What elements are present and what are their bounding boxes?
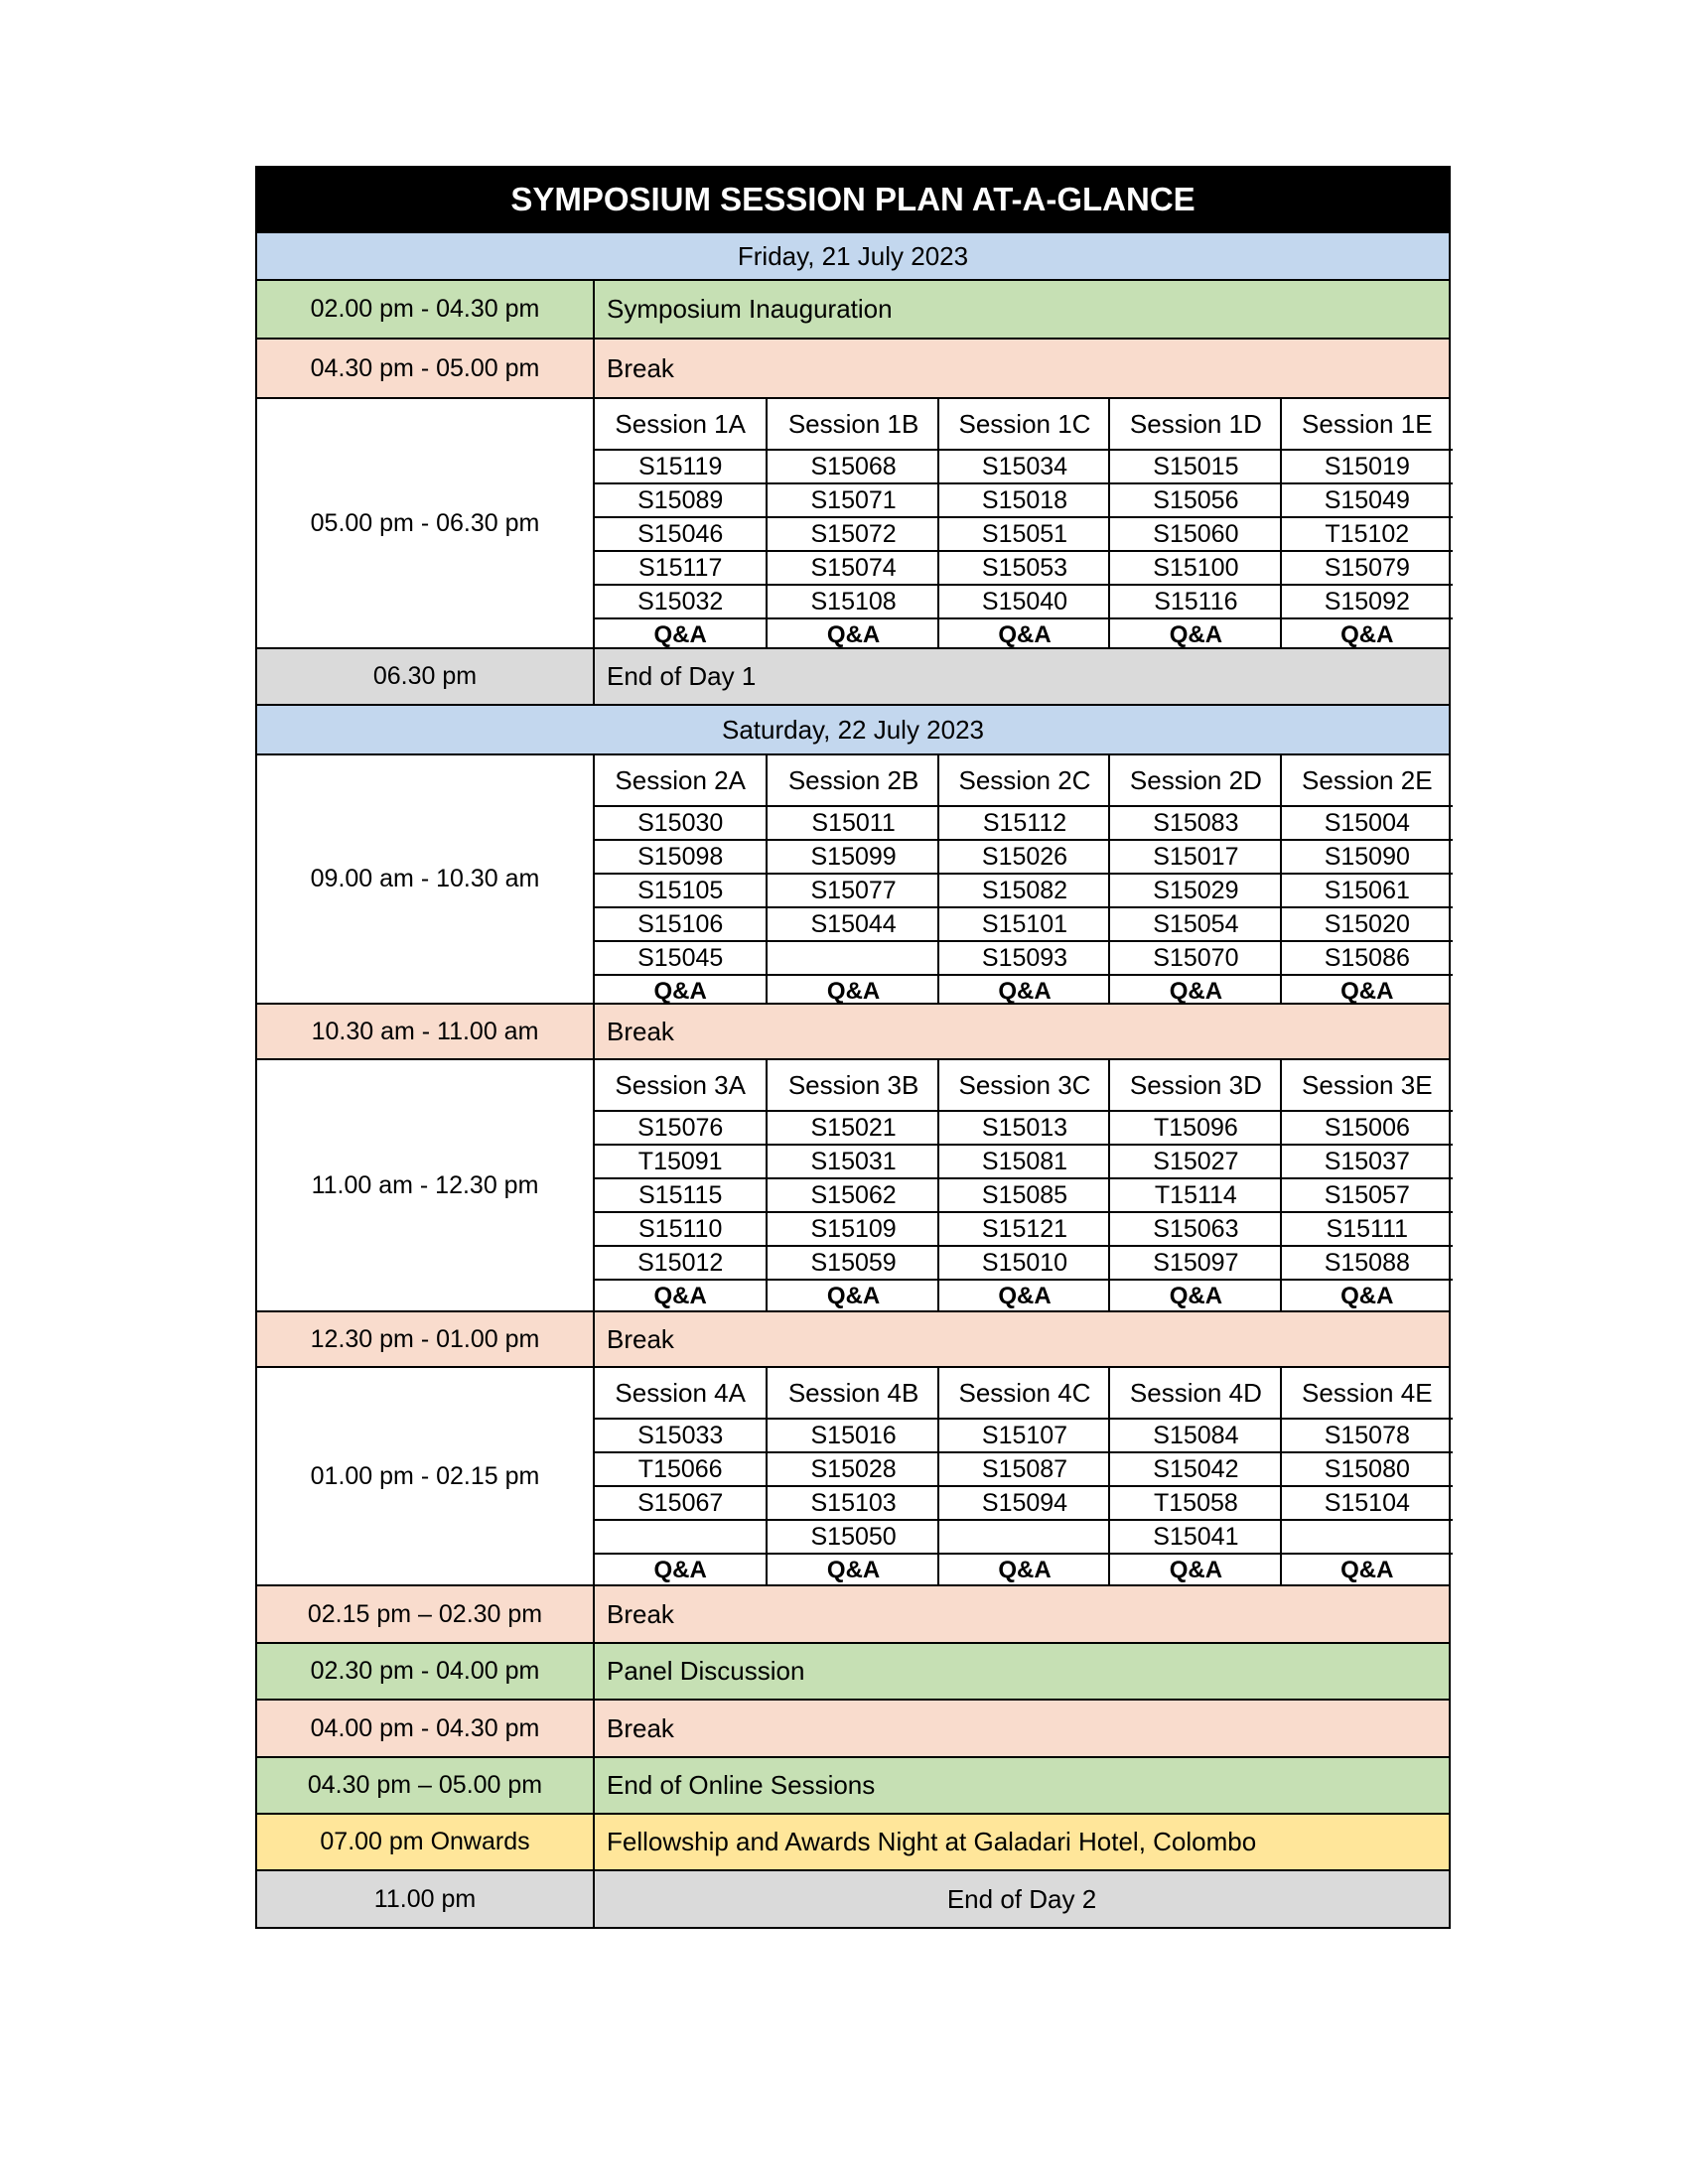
paper-code-cell: S15010 bbox=[939, 1247, 1110, 1281]
paper-code-cell: S15109 bbox=[768, 1213, 938, 1247]
paper-code-cell: S15021 bbox=[768, 1112, 938, 1146]
paper-code-cell: S15068 bbox=[768, 451, 938, 484]
qa-cell: Q&A bbox=[1169, 978, 1223, 1005]
paper-code-cell: S15098 bbox=[595, 841, 766, 875]
qa-cell: Q&A bbox=[1340, 1283, 1394, 1309]
event-cell: Break bbox=[607, 1598, 674, 1629]
session-header: Session 2A bbox=[595, 755, 766, 807]
paper-code-cell: S15103 bbox=[768, 1487, 938, 1521]
paper-code-cell: S15093 bbox=[939, 942, 1110, 976]
day2-date-header: Saturday, 22 July 2023 bbox=[255, 706, 1451, 755]
session-header: Session 2D bbox=[1110, 755, 1281, 807]
paper-code-cell: S15083 bbox=[1110, 807, 1281, 841]
qa-cell: Q&A bbox=[653, 978, 707, 1005]
paper-code-cell: S15033 bbox=[595, 1420, 766, 1453]
event-cell: Break bbox=[607, 1323, 674, 1354]
paper-code-cell: S15077 bbox=[768, 875, 938, 908]
event-cell: End of Online Sessions bbox=[607, 1770, 876, 1800]
session-grid bbox=[595, 399, 1449, 647]
paper-code-cell: T15091 bbox=[595, 1146, 766, 1179]
paper-code-cell: S15121 bbox=[939, 1213, 1110, 1247]
paper-code-cell: S15067 bbox=[595, 1487, 766, 1521]
paper-code-cell: S15079 bbox=[1282, 552, 1453, 586]
session-header: Session 2C bbox=[939, 755, 1110, 807]
session-column bbox=[766, 399, 938, 647]
time-cell: 02.00 pm - 04.30 pm bbox=[257, 281, 595, 338]
paper-code-cell: S15060 bbox=[1110, 518, 1281, 552]
paper-code-cell: T15102 bbox=[1282, 518, 1453, 552]
session-column bbox=[595, 1368, 766, 1584]
session-column bbox=[595, 755, 766, 1003]
session-header: Session 3D bbox=[1110, 1060, 1281, 1112]
paper-code-cell: S15061 bbox=[1282, 875, 1453, 908]
session-column bbox=[766, 1368, 938, 1584]
session-column bbox=[1108, 1060, 1281, 1310]
paper-code-cell: S15086 bbox=[1282, 942, 1453, 976]
event-cell: Break bbox=[607, 1016, 674, 1046]
paper-code-cell: S15016 bbox=[768, 1420, 938, 1453]
paper-code-cell: S15031 bbox=[768, 1146, 938, 1179]
table-title: SYMPOSIUM SESSION PLAN AT-A-GLANCE bbox=[255, 166, 1451, 233]
paper-code-cell: S15117 bbox=[595, 552, 766, 586]
paper-code-cell: S15026 bbox=[939, 841, 1110, 875]
session-header: Session 1C bbox=[939, 399, 1110, 451]
session-grid bbox=[595, 1368, 1449, 1584]
paper-code-cell: S15106 bbox=[595, 908, 766, 942]
paper-code-cell: S15081 bbox=[939, 1146, 1110, 1179]
session-header: Session 3B bbox=[768, 1060, 938, 1112]
session-header: Session 2B bbox=[768, 755, 938, 807]
session-column bbox=[1280, 1368, 1453, 1584]
paper-code-cell: S15057 bbox=[1282, 1179, 1453, 1213]
paper-code-cell: S15032 bbox=[595, 586, 766, 619]
paper-code-cell: S15004 bbox=[1282, 807, 1453, 841]
paper-code-cell: T15114 bbox=[1110, 1179, 1281, 1213]
event-cell: End of Day 2 bbox=[946, 1883, 1097, 1914]
time-cell: 01.00 pm - 02.15 pm bbox=[257, 1368, 595, 1584]
paper-code-cell: S15097 bbox=[1110, 1247, 1281, 1281]
qa-cell: Q&A bbox=[826, 1283, 881, 1309]
time-cell: 05.00 pm - 06.30 pm bbox=[257, 399, 595, 647]
paper-code-cell: S15056 bbox=[1110, 484, 1281, 518]
row-break bbox=[255, 1701, 1451, 1758]
session-column bbox=[766, 1060, 938, 1310]
paper-code-cell: S15063 bbox=[1110, 1213, 1281, 1247]
time-cell: 07.00 pm Onwards bbox=[257, 1815, 595, 1869]
row-break bbox=[255, 1005, 1451, 1060]
time-cell: 11.00 am - 12.30 pm bbox=[257, 1060, 595, 1310]
paper-code-cell: S15105 bbox=[595, 875, 766, 908]
event-cell: Break bbox=[607, 352, 674, 383]
time-cell: 04.30 pm - 05.00 pm bbox=[257, 340, 595, 397]
paper-code-cell: T15066 bbox=[595, 1453, 766, 1487]
time-cell: 09.00 am - 10.30 am bbox=[257, 755, 595, 1003]
event-cell: Panel Discussion bbox=[607, 1656, 805, 1686]
qa-cell: Q&A bbox=[1169, 621, 1223, 648]
paper-code-cell: S15053 bbox=[939, 552, 1110, 586]
paper-code-cell: T15058 bbox=[1110, 1487, 1281, 1521]
paper-code-cell: S15015 bbox=[1110, 451, 1281, 484]
session-column bbox=[937, 1368, 1110, 1584]
paper-code-cell: S15070 bbox=[1110, 942, 1281, 976]
paper-code-cell: S15011 bbox=[768, 807, 938, 841]
session-column bbox=[1280, 399, 1453, 647]
paper-code-cell: S15018 bbox=[939, 484, 1110, 518]
qa-cell: Q&A bbox=[1340, 978, 1394, 1005]
paper-code-cell: S15107 bbox=[939, 1420, 1110, 1453]
session-column bbox=[1280, 755, 1453, 1003]
session-grid bbox=[595, 1060, 1449, 1310]
time-cell: 02.15 pm – 02.30 pm bbox=[257, 1586, 595, 1642]
paper-code-cell bbox=[939, 1521, 1110, 1555]
session-header: Session 4B bbox=[768, 1368, 938, 1420]
event-cell: End of Day 1 bbox=[607, 661, 757, 691]
paper-code-cell bbox=[1282, 1521, 1453, 1555]
paper-code-cell: T15096 bbox=[1110, 1112, 1281, 1146]
qa-cell: Q&A bbox=[1340, 621, 1394, 648]
paper-code-cell: S15049 bbox=[1282, 484, 1453, 518]
paper-code-cell: S15054 bbox=[1110, 908, 1281, 942]
paper-code-cell: S15027 bbox=[1110, 1146, 1281, 1179]
time-cell: 10.30 am - 11.00 am bbox=[257, 1005, 595, 1058]
paper-code-cell: S15074 bbox=[768, 552, 938, 586]
session-header: Session 1E bbox=[1282, 399, 1453, 451]
qa-cell: Q&A bbox=[826, 978, 881, 1005]
session-column bbox=[937, 1060, 1110, 1310]
qa-cell: Q&A bbox=[998, 1557, 1052, 1583]
paper-code-cell: S15101 bbox=[939, 908, 1110, 942]
session-block-4 bbox=[255, 1368, 1451, 1586]
paper-code-cell: S15017 bbox=[1110, 841, 1281, 875]
session-column bbox=[937, 399, 1110, 647]
paper-code-cell: S15111 bbox=[1282, 1213, 1453, 1247]
qa-cell: Q&A bbox=[653, 1557, 707, 1583]
paper-code-cell: S15078 bbox=[1282, 1420, 1453, 1453]
time-cell: 04.30 pm – 05.00 pm bbox=[257, 1758, 595, 1813]
paper-code-cell: S15013 bbox=[939, 1112, 1110, 1146]
paper-code-cell: S15076 bbox=[595, 1112, 766, 1146]
session-header: Session 4D bbox=[1110, 1368, 1281, 1420]
session-block-3 bbox=[255, 1060, 1451, 1312]
event-cell: Fellowship and Awards Night at Galadari Hotel, Colombo bbox=[607, 1827, 1257, 1856]
session-header: Session 1D bbox=[1110, 399, 1281, 451]
paper-code-cell: S15030 bbox=[595, 807, 766, 841]
session-grid bbox=[595, 755, 1449, 1003]
paper-code-cell: S15051 bbox=[939, 518, 1110, 552]
paper-code-cell: S15037 bbox=[1282, 1146, 1453, 1179]
session-column bbox=[937, 755, 1110, 1003]
paper-code-cell: S15062 bbox=[768, 1179, 938, 1213]
qa-cell: Q&A bbox=[653, 1283, 707, 1309]
paper-code-cell: S15108 bbox=[768, 586, 938, 619]
session-plan-table bbox=[255, 166, 1451, 1946]
paper-code-cell: S15012 bbox=[595, 1247, 766, 1281]
paper-code-cell: S15104 bbox=[1282, 1487, 1453, 1521]
row-break bbox=[255, 1312, 1451, 1368]
paper-code-cell: S15028 bbox=[768, 1453, 938, 1487]
paper-code-cell: S15084 bbox=[1110, 1420, 1281, 1453]
paper-code-cell bbox=[595, 1521, 766, 1555]
paper-code-cell: S15072 bbox=[768, 518, 938, 552]
paper-code-cell bbox=[768, 942, 938, 976]
event-cell: Break bbox=[607, 1712, 674, 1743]
session-block-2 bbox=[255, 755, 1451, 1005]
time-cell: 11.00 pm bbox=[257, 1871, 595, 1927]
session-column bbox=[1108, 399, 1281, 647]
session-header: Session 4A bbox=[595, 1368, 766, 1420]
session-header: Session 4E bbox=[1282, 1368, 1453, 1420]
paper-code-cell: S15044 bbox=[768, 908, 938, 942]
session-header: Session 1A bbox=[595, 399, 766, 451]
session-header: Session 4C bbox=[939, 1368, 1110, 1420]
time-cell: 06.30 pm bbox=[257, 649, 595, 704]
paper-code-cell: S15092 bbox=[1282, 586, 1453, 619]
session-header: Session 3A bbox=[595, 1060, 766, 1112]
time-cell: 04.00 pm - 04.30 pm bbox=[257, 1701, 595, 1756]
paper-code-cell: S15112 bbox=[939, 807, 1110, 841]
qa-cell: Q&A bbox=[998, 621, 1052, 648]
qa-cell: Q&A bbox=[1169, 1557, 1223, 1583]
paper-code-cell: S15034 bbox=[939, 451, 1110, 484]
session-column bbox=[595, 399, 766, 647]
row-inauguration bbox=[255, 281, 1451, 340]
paper-code-cell: S15119 bbox=[595, 451, 766, 484]
paper-code-cell: S15046 bbox=[595, 518, 766, 552]
paper-code-cell: S15090 bbox=[1282, 841, 1453, 875]
session-column bbox=[1108, 1368, 1281, 1584]
row-end-of-day bbox=[255, 1871, 1451, 1929]
paper-code-cell: S15059 bbox=[768, 1247, 938, 1281]
qa-cell: Q&A bbox=[998, 1283, 1052, 1309]
paper-code-cell: S15088 bbox=[1282, 1247, 1453, 1281]
qa-cell: Q&A bbox=[653, 621, 707, 648]
paper-code-cell: S15099 bbox=[768, 841, 938, 875]
session-column bbox=[1108, 755, 1281, 1003]
paper-code-cell: S15006 bbox=[1282, 1112, 1453, 1146]
qa-cell: Q&A bbox=[1340, 1557, 1394, 1583]
row-panel-discussion bbox=[255, 1644, 1451, 1701]
paper-code-cell: S15050 bbox=[768, 1521, 938, 1555]
session-header: Session 3C bbox=[939, 1060, 1110, 1112]
day1-date-header: Friday, 21 July 2023 bbox=[255, 233, 1451, 281]
session-block-1 bbox=[255, 399, 1451, 649]
time-cell: 02.30 pm - 04.00 pm bbox=[257, 1644, 595, 1699]
qa-cell: Q&A bbox=[826, 1557, 881, 1583]
row-break bbox=[255, 340, 1451, 399]
paper-code-cell: S15085 bbox=[939, 1179, 1110, 1213]
paper-code-cell: S15089 bbox=[595, 484, 766, 518]
qa-cell: Q&A bbox=[1169, 1283, 1223, 1309]
row-end-of-day bbox=[255, 649, 1451, 706]
paper-code-cell: S15110 bbox=[595, 1213, 766, 1247]
paper-code-cell: S15100 bbox=[1110, 552, 1281, 586]
paper-code-cell: S15082 bbox=[939, 875, 1110, 908]
session-column bbox=[1280, 1060, 1453, 1310]
session-header: Session 3E bbox=[1282, 1060, 1453, 1112]
paper-code-cell: S15094 bbox=[939, 1487, 1110, 1521]
event-cell: Symposium Inauguration bbox=[607, 294, 893, 324]
paper-code-cell: S15040 bbox=[939, 586, 1110, 619]
paper-code-cell: S15045 bbox=[595, 942, 766, 976]
paper-code-cell: S15019 bbox=[1282, 451, 1453, 484]
session-header: Session 2E bbox=[1282, 755, 1453, 807]
paper-code-cell: S15115 bbox=[595, 1179, 766, 1213]
session-column bbox=[595, 1060, 766, 1310]
qa-cell: Q&A bbox=[998, 978, 1052, 1005]
paper-code-cell: S15071 bbox=[768, 484, 938, 518]
time-cell: 12.30 pm - 01.00 pm bbox=[257, 1312, 595, 1366]
paper-code-cell: S15116 bbox=[1110, 586, 1281, 619]
qa-cell: Q&A bbox=[826, 621, 881, 648]
paper-code-cell: S15080 bbox=[1282, 1453, 1453, 1487]
paper-code-cell: S15041 bbox=[1110, 1521, 1281, 1555]
paper-code-cell: S15042 bbox=[1110, 1453, 1281, 1487]
session-header: Session 1B bbox=[768, 399, 938, 451]
row-break bbox=[255, 1586, 1451, 1644]
session-column bbox=[766, 755, 938, 1003]
row-end-online-sessions bbox=[255, 1758, 1451, 1815]
paper-code-cell: S15020 bbox=[1282, 908, 1453, 942]
row-fellowship-night bbox=[255, 1815, 1451, 1871]
paper-code-cell: S15087 bbox=[939, 1453, 1110, 1487]
paper-code-cell: S15029 bbox=[1110, 875, 1281, 908]
